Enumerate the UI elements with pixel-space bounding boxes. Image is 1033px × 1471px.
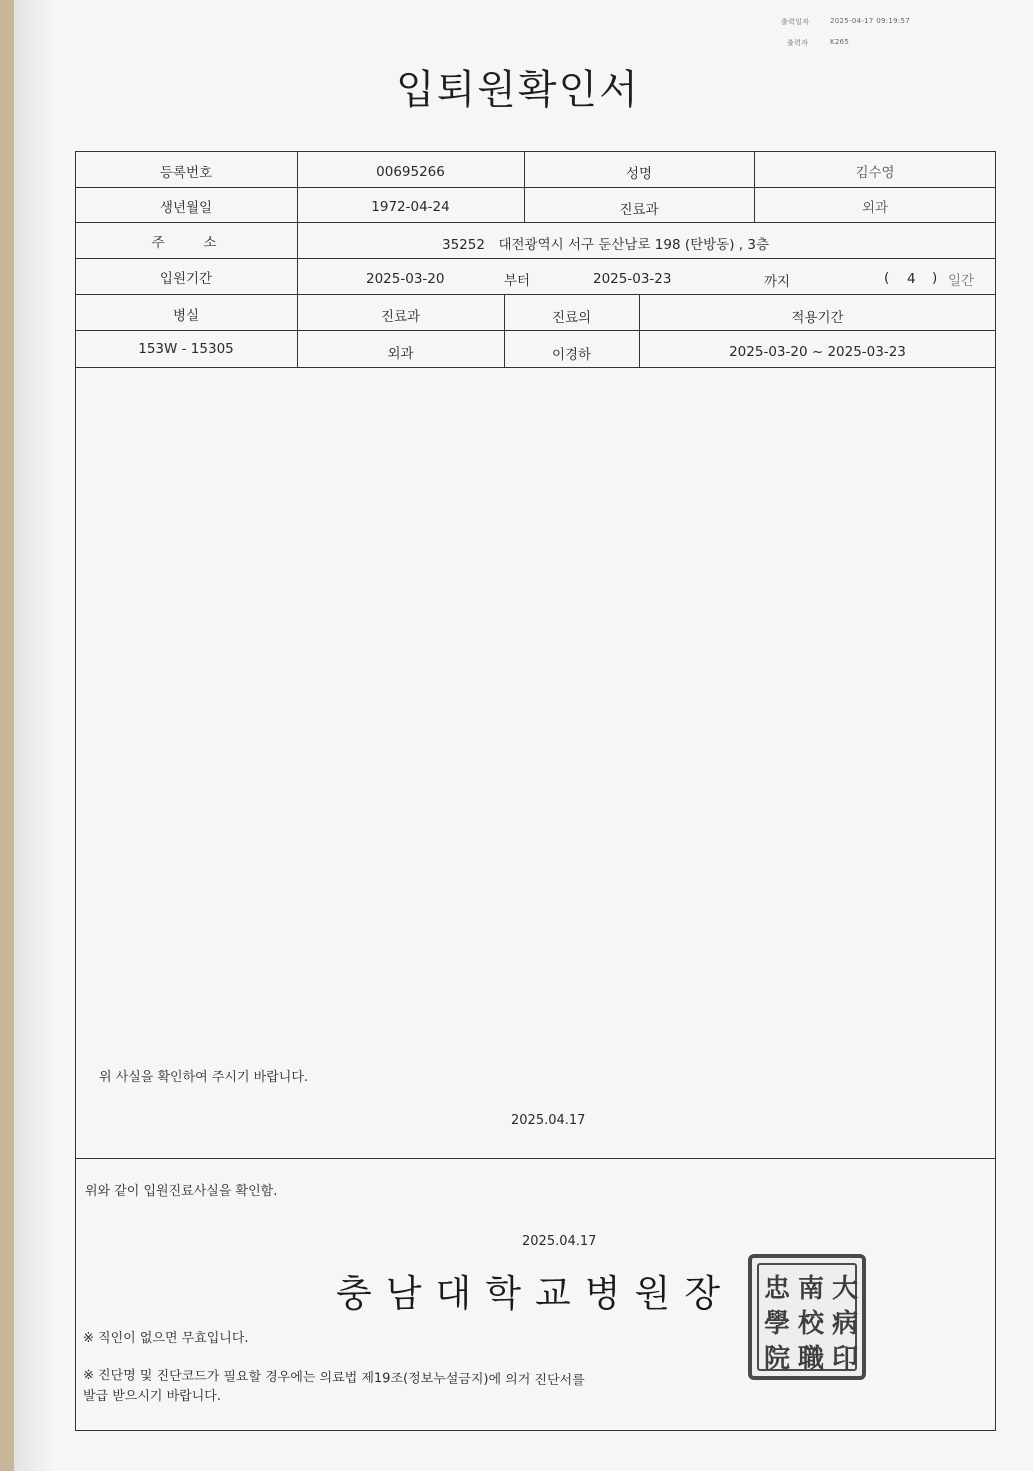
period-to: 2025-03-23 xyxy=(593,271,672,287)
request-text: 위 사실을 확인하여 주시기 바랍니다. xyxy=(99,1070,309,1085)
official-seal-stamp xyxy=(748,1254,866,1380)
seal-glyph: 院 xyxy=(764,1344,791,1374)
doctor-header: 진료의 xyxy=(551,310,592,326)
days-word: 일간 xyxy=(948,273,975,289)
birth-value: 1972-04-24 xyxy=(371,199,450,215)
stay-dept-value: 외과 xyxy=(387,346,414,362)
stay-dept-header: 진료과 xyxy=(380,309,421,325)
page-shadow xyxy=(14,0,54,1471)
seal-glyph: 大 xyxy=(832,1274,859,1304)
period-label: 입원기간 xyxy=(159,271,213,287)
seal-glyph: 職 xyxy=(798,1344,825,1374)
printer-value: K265 xyxy=(830,38,850,46)
days-open-paren: ( xyxy=(884,270,890,286)
row-divider xyxy=(75,258,996,259)
note-diagnosis-line2: 발급 받으시기 바랍니다. xyxy=(83,1389,221,1404)
period-from: 2025-03-20 xyxy=(366,271,445,287)
address-label: 주 소 xyxy=(151,235,221,251)
dept-label: 진료과 xyxy=(619,202,659,218)
confirm-text: 위와 같이 입원진료사실을 확인함. xyxy=(85,1184,278,1199)
request-date: 2025.04.17 xyxy=(511,1113,586,1128)
room-header: 병실 xyxy=(172,308,200,324)
section-divider xyxy=(75,1158,996,1159)
note-seal-required: ※ 직인이 없으면 무효입니다. xyxy=(83,1331,249,1346)
birth-label: 생년월일 xyxy=(159,200,213,216)
confirm-date: 2025.04.17 xyxy=(522,1234,597,1249)
applied-period-value: 2025-03-20 ~ 2025-03-23 xyxy=(729,344,906,360)
seal-glyph: 忠 xyxy=(764,1274,791,1304)
dept-value: 외과 xyxy=(861,200,889,216)
printed-date-value: 2025-04-17 09:19:57 xyxy=(830,17,911,25)
doctor-value: 이경하 xyxy=(551,347,592,363)
seal-glyph: 校 xyxy=(798,1309,825,1339)
hospital-name: 충남대학교병원장 xyxy=(336,1272,734,1315)
row-divider xyxy=(75,294,996,295)
note-diagnosis-line1: ※ 진단명 및 진단코드가 필요할 경우에는 의료법 제19조(정보누설금지)에 의거 진단서를 xyxy=(82,1368,585,1389)
seal-glyph: 南 xyxy=(798,1274,825,1304)
applied-period-header: 적용기간 xyxy=(791,310,844,326)
document-title: 입퇴원확인서 xyxy=(396,67,640,113)
printed-date-label: 출력일자 xyxy=(781,18,810,26)
reg-no-label: 등록번호 xyxy=(159,165,213,181)
seal-glyph: 學 xyxy=(764,1309,791,1339)
col-divider xyxy=(297,151,298,367)
row-divider xyxy=(75,222,996,223)
reg-no-value: 00695266 xyxy=(376,164,445,180)
row-divider xyxy=(75,367,996,368)
seal-glyph: 病 xyxy=(832,1309,859,1339)
seal-glyph: 印 xyxy=(832,1344,859,1374)
name-value: 김수영 xyxy=(855,165,895,181)
address-value: 35252 대전광역시 서구 둔산남로 198 (탄방동) , 3층 xyxy=(442,237,769,253)
to-word: 까지 xyxy=(764,274,791,290)
printer-label: 출력자 xyxy=(787,39,809,47)
days-close-paren: ) xyxy=(932,270,938,286)
room-value: 153W - 15305 xyxy=(138,341,234,357)
row-divider xyxy=(75,330,996,331)
row-divider xyxy=(75,187,996,188)
days-value: 4 xyxy=(907,271,916,287)
from-word: 부터 xyxy=(504,273,531,289)
name-label: 성명 xyxy=(625,166,653,182)
